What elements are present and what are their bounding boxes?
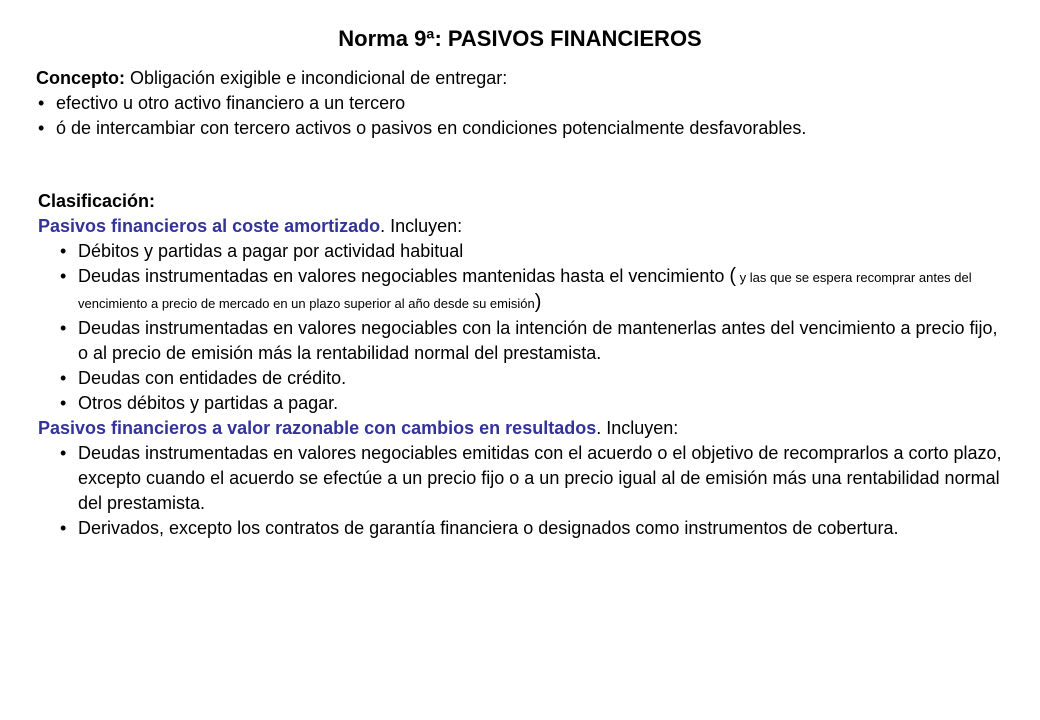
group1-bullet-2-close: ) <box>534 291 542 313</box>
group1-heading-line <box>38 214 1008 239</box>
group1-bullet-2-note: y las que se espera recomprar antes del vencimiento a precio de mercado en un plazo superior al año desde su emisión <box>78 270 972 311</box>
concept-section <box>36 66 996 141</box>
concept-bullet-2: • ó de intercambiar con tercero activos o pasivos en condiciones potencialmente desfavorables. <box>36 116 996 141</box>
group1-bullet-3: • Deudas instrumentadas en valores negociables con la intención de mantenerlas antes del vencimiento a precio fijo, o al precio de emisión más la rentabilidad normal del prestamista. <box>58 316 1008 366</box>
group1-bullet-2-main: Deudas instrumentadas en valores negociables mantenidas hasta el vencimiento <box>78 266 730 286</box>
group2-bullet-2: • Derivados, excepto los contratos de garantía financiera o designados como instrumentos de cobertura. <box>58 516 1008 541</box>
page-title: Norma 9ª: PASIVOS FINANCIEROS <box>338 26 702 51</box>
group1-bullet-2-open: ( <box>729 265 737 287</box>
group2-heading: Pasivos financieros a valor razonable con cambios en resultados <box>38 418 597 438</box>
classification-section <box>38 189 1008 541</box>
group1-list <box>58 239 1008 416</box>
group2-list <box>58 441 1008 541</box>
group1-bullet-2 <box>58 264 1008 316</box>
concept-bullet-1: • efectivo u otro activo financiero a un tercero <box>36 91 996 116</box>
concept-text: Obligación exigible e incondicional de entregar: <box>125 68 508 88</box>
group1-suffix: . Incluyen: <box>380 216 463 236</box>
classification-label: Clasificación: <box>38 191 156 211</box>
group1-bullet-4: • Deudas con entidades de crédito. <box>58 366 1008 391</box>
group1-bullet-5: • Otros débitos y partidas a pagar. <box>58 391 1008 416</box>
group2-bullet-1: • Deudas instrumentadas en valores negociables emitidas con el acuerdo o el objetivo de recomprarlos a corto plazo, excepto cuando el acuerdo se efectúe a un precio fijo o a un precio igual al de emisión más una rentabilidad normal del prestamista. <box>58 441 1008 516</box>
concept-line <box>36 66 996 91</box>
group1-heading: Pasivos financieros al coste amortizado <box>38 216 381 236</box>
group1-bullet-1: • Débitos y partidas a pagar por actividad habitual <box>58 239 1008 264</box>
group2-heading-line <box>38 416 1008 441</box>
concept-label: Concepto: <box>36 68 125 88</box>
group2-suffix: . Incluyen: <box>596 418 679 438</box>
